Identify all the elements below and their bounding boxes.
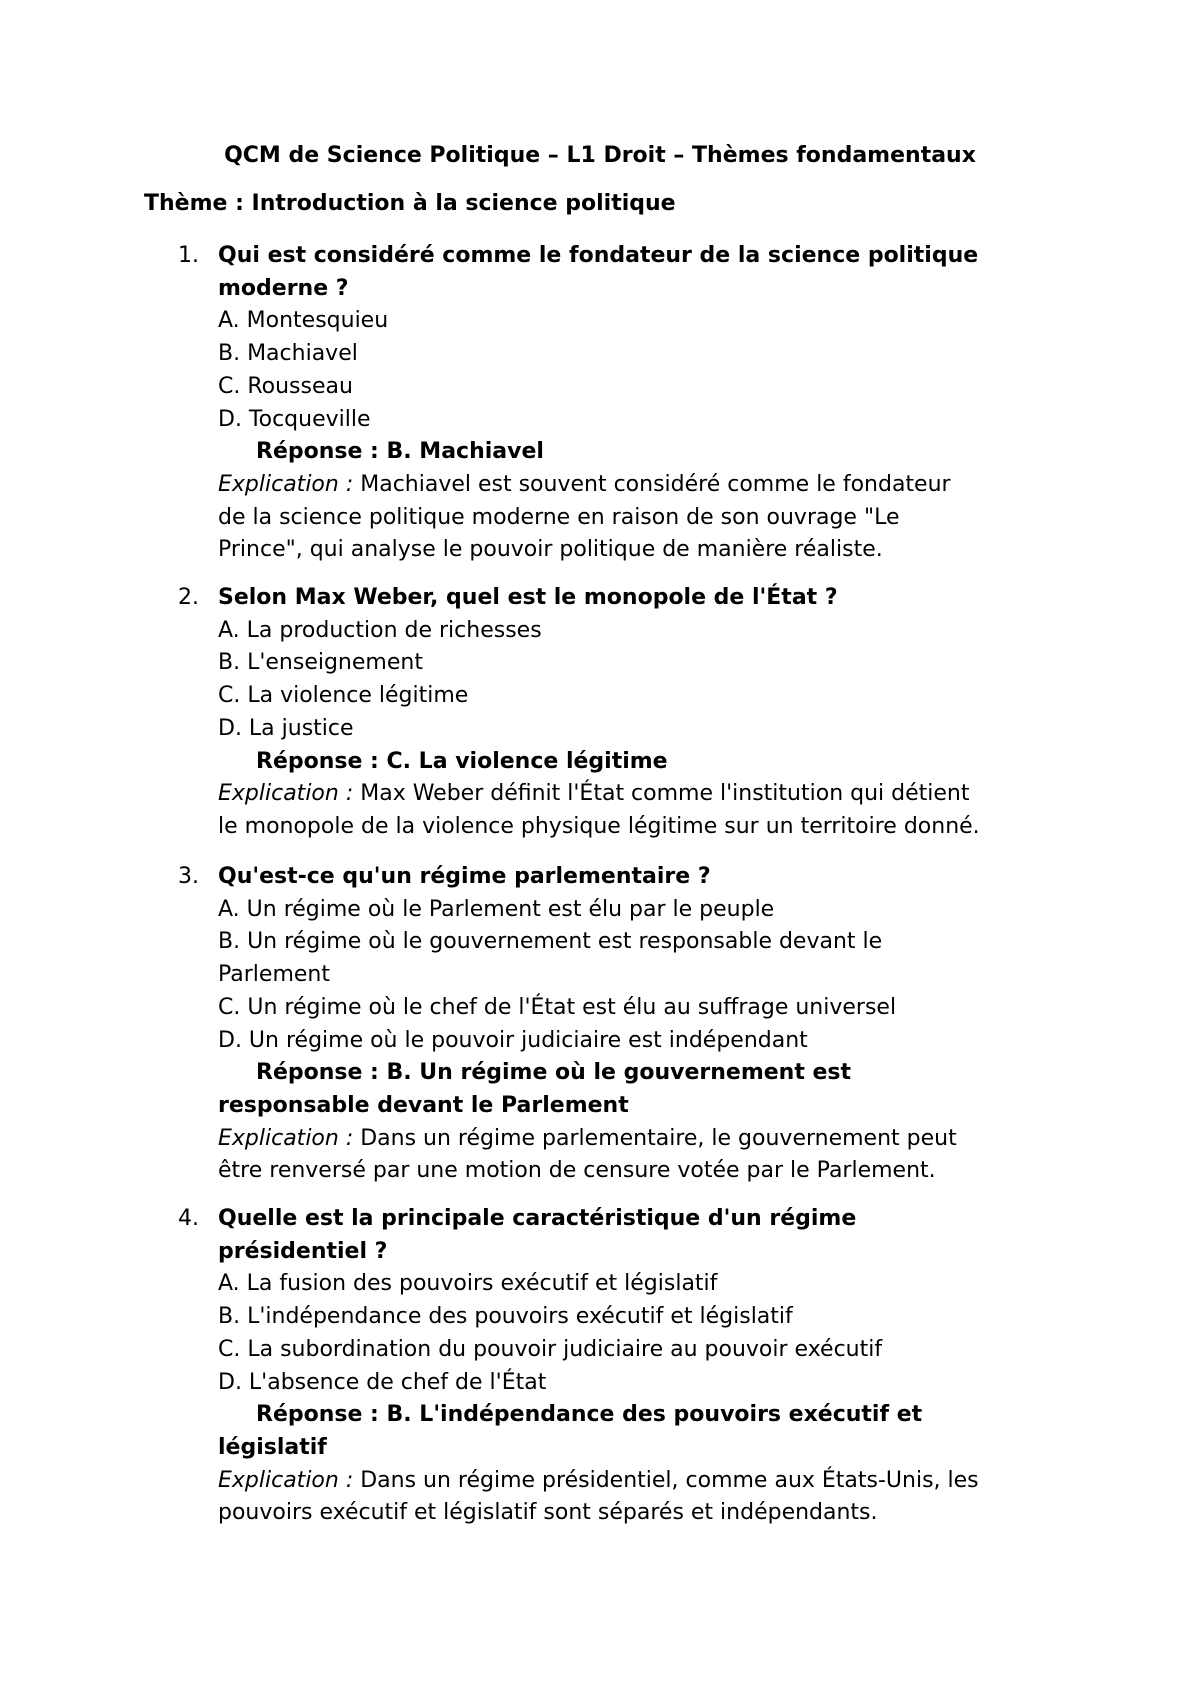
explication-label: Explication : [218,781,354,807]
question-text: Qu'est-ce qu'un régime parlementaire ? [218,864,711,889]
question-text: moderne ? [218,275,349,301]
option-a: A. La fusion des pouvoirs exécutif et législatif [218,1271,718,1297]
question-text: Qui est considéré comme le fondateur de la science politique [218,243,979,268]
answer: Réponse : B. Un régime où le gouvernement est [256,1060,852,1086]
question-number: 3. [178,864,199,889]
option-a: A. La production de richesses [218,617,542,643]
answer-continued: législatif [218,1434,327,1460]
explication-line: de la science politique moderne en raison de son ouvrage "Le [218,504,900,530]
explication-label: Explication : [218,1467,354,1493]
explication: Explication : Max Weber définit l'État comme l'institution qui détient [218,781,970,807]
answer-continued: responsable devant le Parlement [218,1092,629,1118]
explication-label: Explication : [218,471,354,497]
option-b: B. Machiavel [218,341,358,367]
document-title: QCM de Science Politique – L1 Droit – Thèmes fondamentaux [224,143,976,168]
option-d: D. Tocqueville [218,406,371,432]
question-number: 4. [178,1206,199,1231]
option-a: A. Montesquieu [218,308,389,334]
explication-line: le monopole de la violence physique légitime sur un territoire donné. [218,813,980,839]
question-body [218,1203,1068,1530]
option-b: B. L'enseignement [218,650,423,676]
theme-heading: Thème : Introduction à la science politique [144,191,676,216]
question-body [218,240,1068,567]
option-b: B. L'indépendance des pouvoirs exécutif et législatif [218,1304,793,1330]
option-a: A. Un régime où le Parlement est élu par le peuple [218,896,775,922]
question-number: 1. [178,243,199,268]
question-number: 2. [178,585,199,610]
option-c: C. La violence légitime [218,683,469,709]
option-d: D. La justice [218,715,354,741]
option-c: C. Rousseau [218,373,353,399]
option-b: B. Un régime où le gouvernement est responsable devant le [218,929,883,955]
explication-line: Prince", qui analyse le pouvoir politique de manière réaliste. [218,537,883,563]
explication: Explication : Dans un régime parlementaire, le gouvernement peut [218,1125,957,1151]
option-b-continued: Parlement [218,962,330,988]
option-d: D. Un régime où le pouvoir judiciaire est indépendant [218,1027,808,1053]
question-body [218,861,1068,1188]
question-text: Selon Max Weber, quel est le monopole de l'État ? [218,585,838,610]
explication-line: être renversé par une motion de censure votée par le Parlement. [218,1158,936,1184]
answer: Réponse : B. Machiavel [256,439,544,465]
option-d: D. L'absence de chef de l'État [218,1369,547,1395]
question-text: présidentiel ? [218,1238,388,1264]
explication-label: Explication : [218,1125,354,1151]
explication: Explication : Dans un régime présidentiel, comme aux États-Unis, les [218,1467,979,1493]
question-body [218,582,1068,844]
question-text: Quelle est la principale caractéristique d'un régime [218,1206,857,1231]
answer: Réponse : C. La violence légitime [256,748,668,774]
option-c: C. La subordination du pouvoir judiciaire au pouvoir exécutif [218,1336,883,1362]
explication: Explication : Machiavel est souvent considéré comme le fondateur [218,471,951,497]
explication-line: pouvoirs exécutif et législatif sont séparés et indépendants. [218,1500,878,1526]
answer: Réponse : B. L'indépendance des pouvoirs exécutif et [256,1402,923,1428]
option-c: C. Un régime où le chef de l'État est élu au suffrage universel [218,994,897,1020]
